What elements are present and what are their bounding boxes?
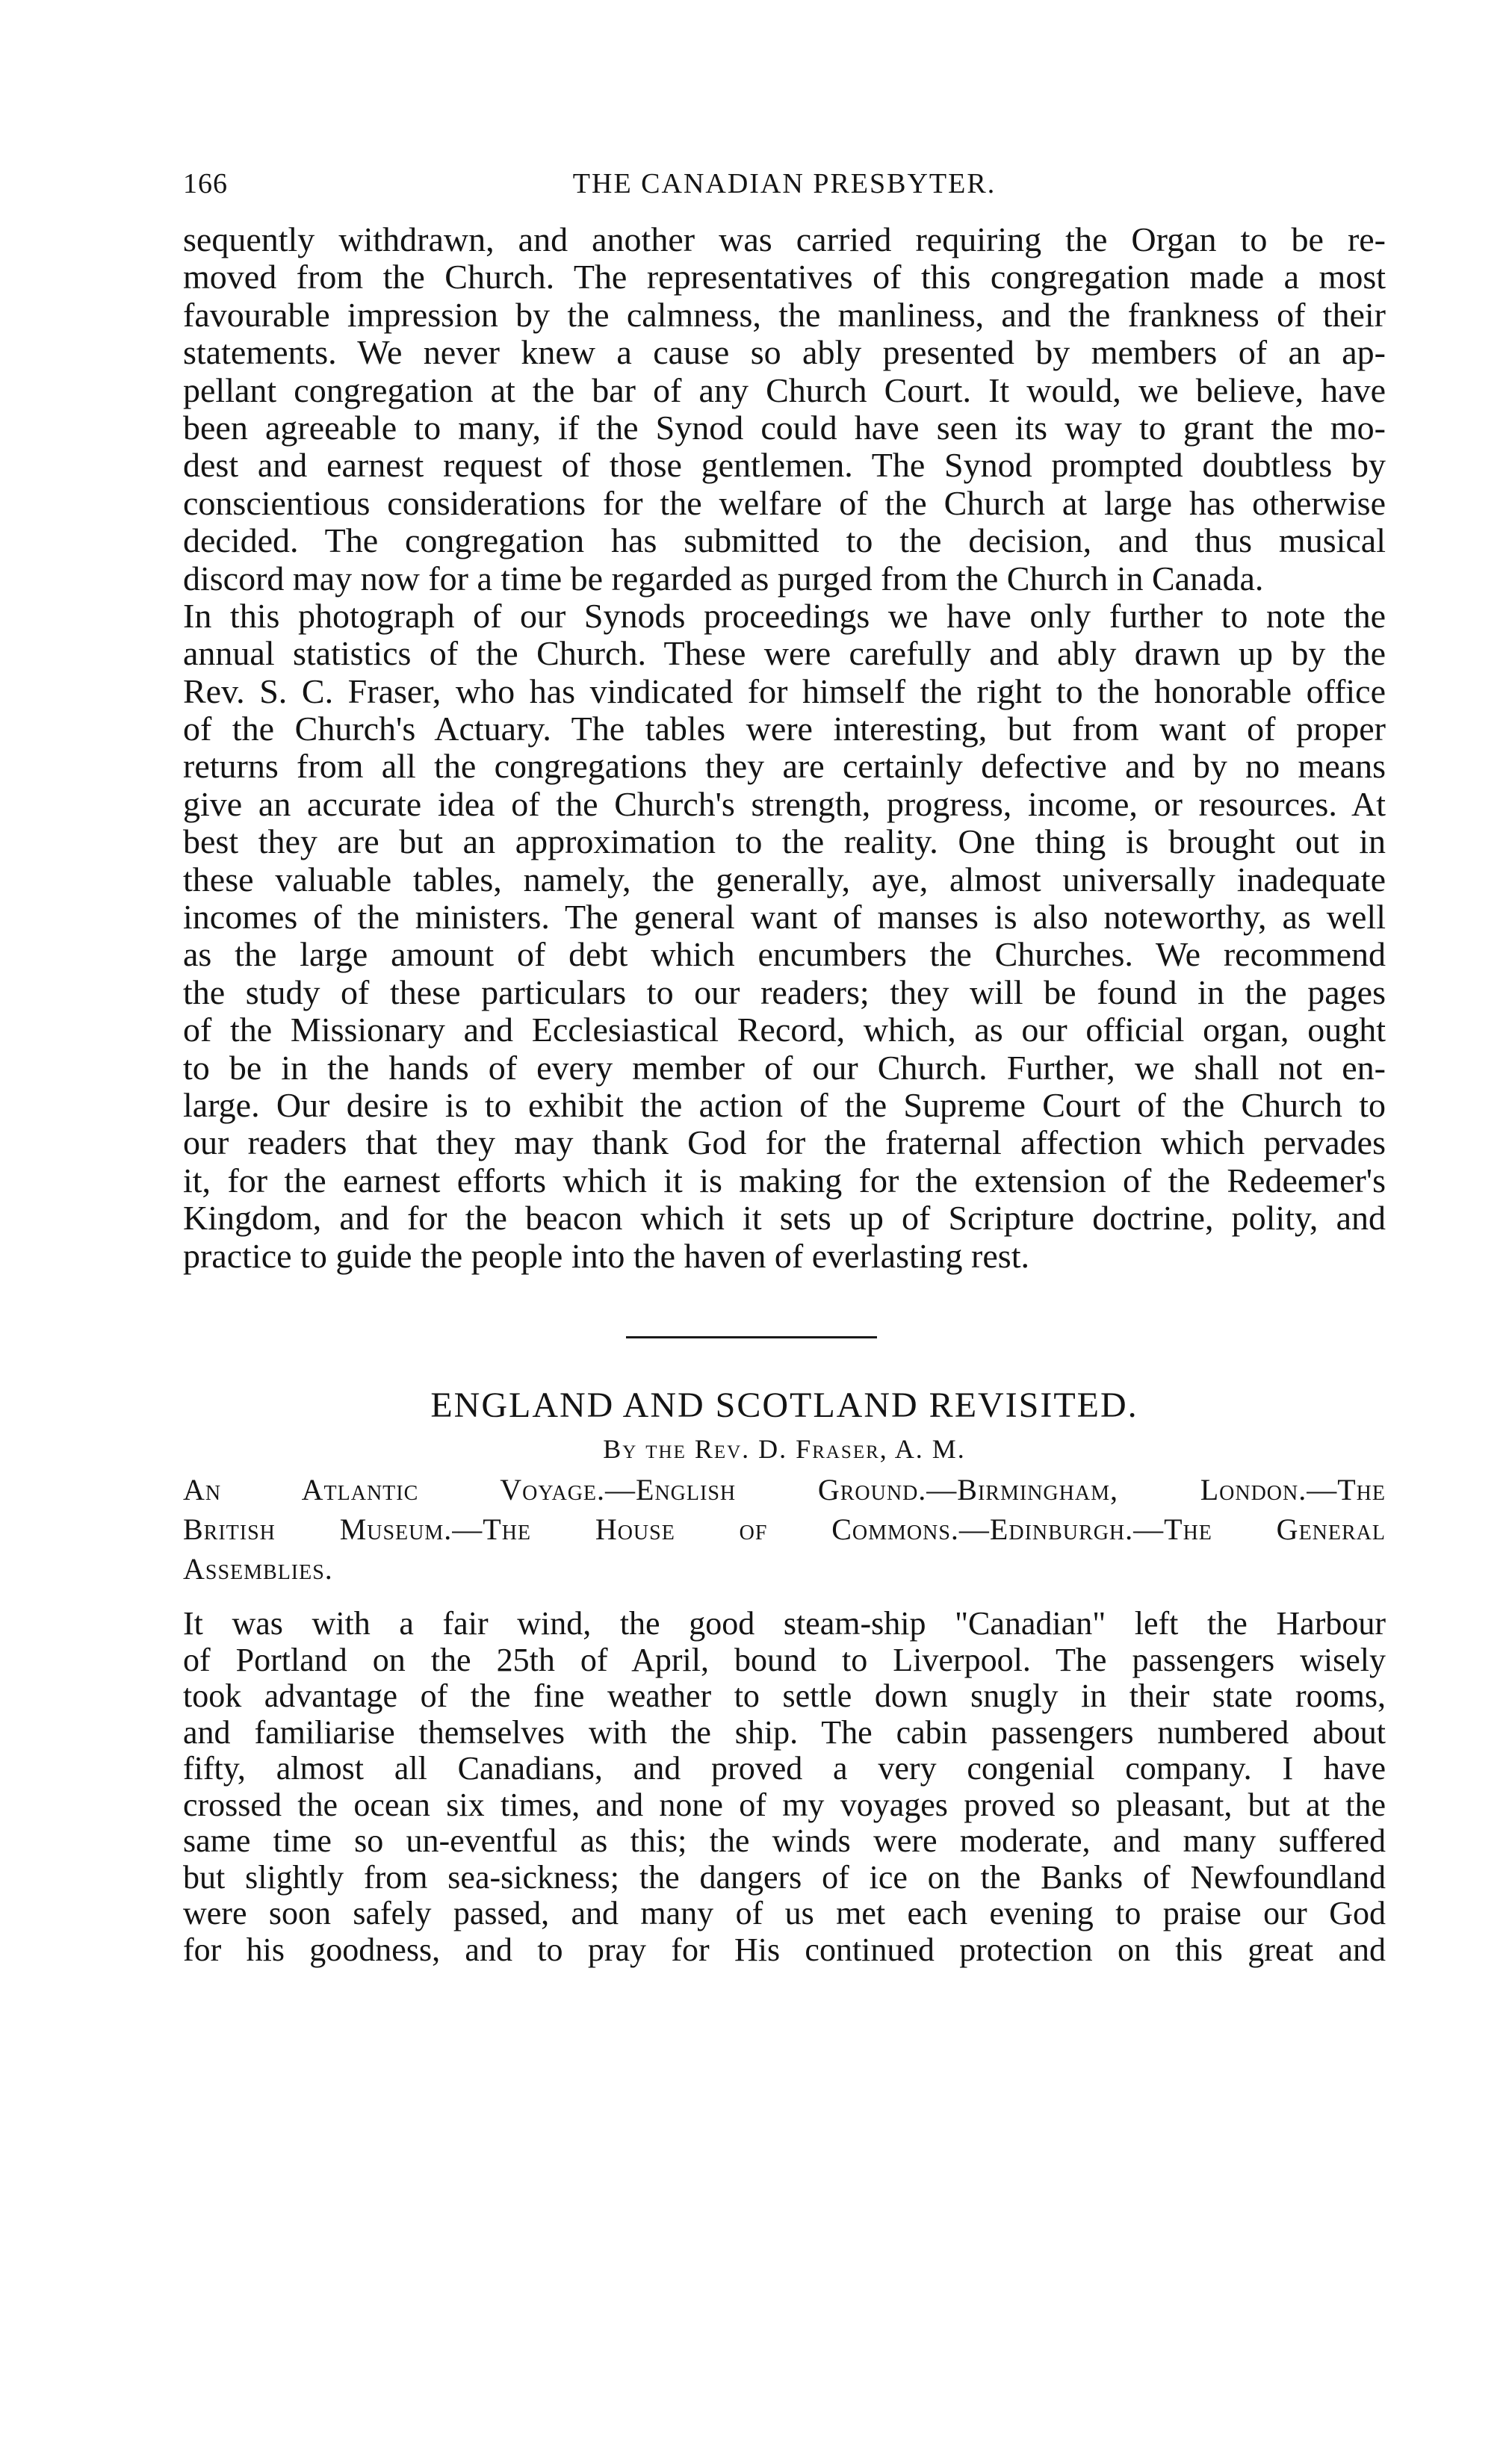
text-line: of the Church's Actuary. The tables were interesting, but from want of proper (183, 710, 1386, 748)
text-line: of the Missionary and Ecclesiastical Record, which, as our official organ, ought (183, 1011, 1386, 1049)
section-divider (626, 1336, 877, 1338)
page-number: 166 (183, 168, 228, 199)
text-line: it, for the earnest efforts which it is making for the extension of the Redeemer's (183, 1161, 1386, 1200)
text-line: It was with a fair wind, the good steam-ship "Canadian" left the Harbour (183, 1606, 1386, 1642)
text-line: to be in the hands of every member of our Church. Further, we shall not en- (183, 1049, 1386, 1087)
text-line: give an accurate idea of the Church's strength, progress, income, or resources. At (183, 785, 1386, 823)
article-byline: By the Rev. D. Fraser, A. M. (603, 1434, 966, 1464)
article-body (183, 1606, 1386, 1968)
text-line: our readers that they may thank God for the fraternal affection which pervades (183, 1124, 1386, 1162)
text-line: pellant congregation at the bar of any Church Court. It would, we believe, have (183, 371, 1386, 409)
contents-line: An Atlantic Voyage.—English Ground.—Birmingham, London.—The (183, 1473, 1386, 1506)
text-line: In this photograph of our Synods proceedings we have only further to note the (183, 597, 1386, 635)
text-line: annual statistics of the Church. These were carefully and ably drawn up by the (183, 635, 1386, 673)
text-line: crossed the ocean six times, and none of my voyages proved so pleasant, but at the (183, 1787, 1386, 1823)
text-line: fifty, almost all Canadians, and proved a very congenial company. I have (183, 1751, 1386, 1787)
text-line: of Portland on the 25th of April, bound to Liverpool. The passengers wisely (183, 1642, 1386, 1678)
text-line: dest and earnest request of those gentlemen. The Synod prompted doubtless by (183, 447, 1386, 485)
text-line: took advantage of the fine weather to settle down snugly in their state rooms, (183, 1678, 1386, 1714)
contents-line: British Museum.—The House of Commons.—Edinburgh.—The General (183, 1512, 1386, 1546)
text-line: were soon safely passed, and many of us met each evening to praise our God (183, 1896, 1386, 1931)
text-line: statements. We never knew a cause so ably presented by members of an ap- (183, 334, 1386, 372)
text-line: and familiarise themselves with the ship. The cabin passengers numbered about (183, 1714, 1386, 1751)
text-line: conscientious considerations for the welfare of the Church at large has otherwise (183, 484, 1386, 522)
continued-article-text (183, 221, 1386, 1275)
text-line: been agreeable to many, if the Synod could have seen its way to grant the mo- (183, 409, 1386, 447)
article-contents-summary (183, 1470, 1386, 1589)
text-line: but slightly from sea-sickness; the dangers of ice on the Banks of Newfoundland (183, 1859, 1386, 1896)
text-line: same time so un-eventful as this; the winds were moderate, and many suffered (183, 1823, 1386, 1859)
text-line: sequently withdrawn, and another was carried requiring the Organ to be re- (183, 221, 1386, 258)
text-line: the study of these particulars to our readers; they will be found in the pages (183, 973, 1386, 1011)
contents-line: Assemblies. (183, 1552, 333, 1586)
text-line: discord may now for a time be regarded as purged from the Church in Canada. (183, 559, 1264, 598)
text-line: best they are but an approximation to the reality. One thing is brought out in (183, 823, 1386, 861)
article-title: ENGLAND AND SCOTLAND REVISITED. (430, 1385, 1138, 1425)
journal-title: THE CANADIAN PRESBYTER. (572, 168, 997, 199)
text-line: Kingdom, and for the beacon which it sets up of Scripture doctrine, polity, and (183, 1200, 1386, 1238)
text-line: Rev. S. C. Fraser, who has vindicated for himself the right to the honorable office (183, 672, 1386, 710)
text-line: for his goodness, and to pray for His continued protection on this great and (183, 1931, 1386, 1968)
text-line: favourable impression by the calmness, the manliness, and the frankness of their (183, 296, 1386, 334)
text-line: decided. The congregation has submitted to the decision, and thus musical (183, 522, 1386, 560)
running-head (183, 155, 1386, 200)
text-line: as the large amount of debt which encumbers the Churches. We recommend (183, 936, 1386, 974)
text-line: practice to guide the people into the haven of everlasting rest. (183, 1237, 1029, 1275)
text-line: these valuable tables, namely, the generally, aye, almost universally inadequate (183, 860, 1386, 899)
text-line: large. Our desire is to exhibit the action of the Supreme Court of the Church to (183, 1086, 1386, 1124)
text-line: incomes of the ministers. The general want of manses is also noteworthy, as well (183, 899, 1386, 937)
text-line: returns from all the congregations they are certainly defective and by no means (183, 748, 1386, 786)
text-line: moved from the Church. The representatives of this congregation made a most (183, 258, 1386, 297)
